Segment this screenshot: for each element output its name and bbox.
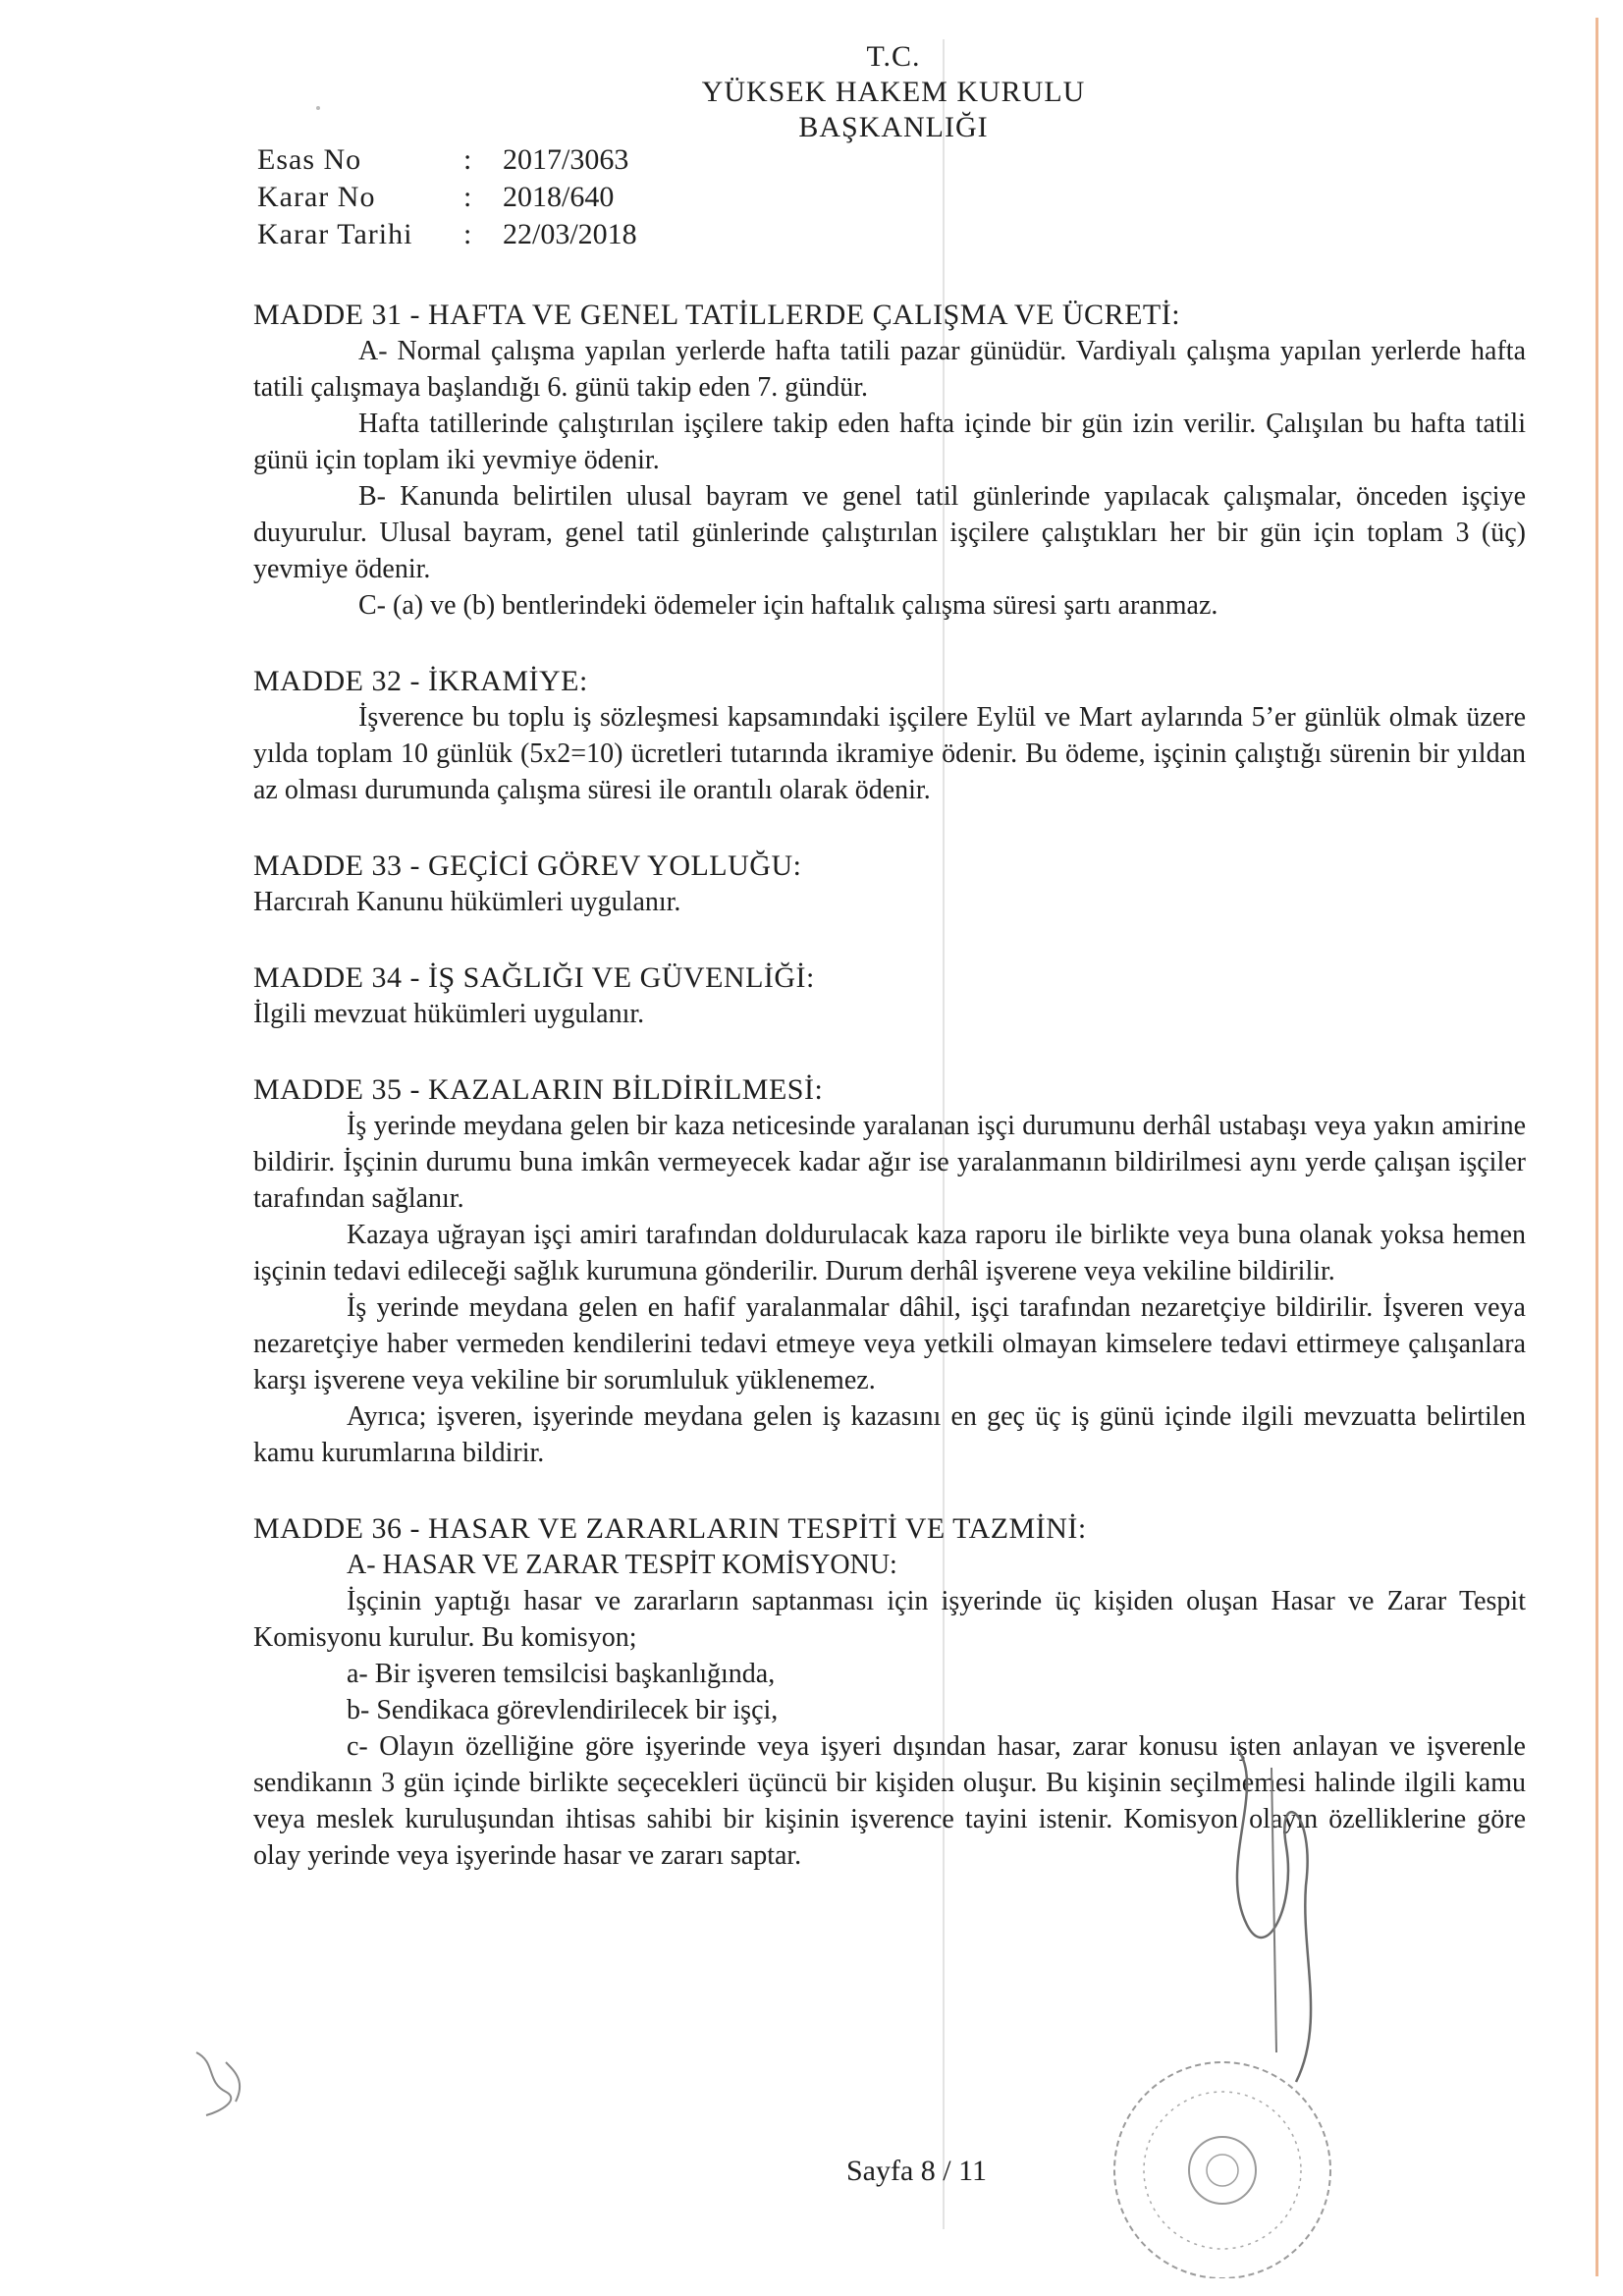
article-32-title: MADDE 32 - İKRAMİYE:	[253, 665, 588, 697]
header-department: BAŞKANLIĞI	[798, 111, 989, 143]
case-meta	[257, 143, 637, 255]
meta-colon: :	[463, 143, 472, 176]
article-32	[253, 663, 1526, 808]
article-33-paragraph: Harcırah Kanunu hükümleri uygulanır.	[253, 887, 681, 917]
scan-edge-line	[1596, 18, 1598, 2276]
karar-value: 2018/640	[503, 181, 615, 213]
document-body	[253, 297, 1526, 1874]
tarih-value: 22/03/2018	[503, 218, 637, 250]
article-35-title: MADDE 35 - KAZALARIN BİLDİRİLMESİ:	[253, 1073, 824, 1106]
article-33-title: MADDE 33 - GEÇİCİ GÖREV YOLLUĞU:	[253, 849, 802, 882]
article-33	[253, 847, 1526, 920]
article-36-subtitle: A- HASAR VE ZARAR TESPİT KOMİSYONU:	[347, 1550, 897, 1580]
meta-row-tarih	[257, 218, 637, 255]
article-35	[253, 1071, 1526, 1471]
header-institution: YÜKSEK HAKEM KURULU	[701, 76, 1086, 108]
article-31	[253, 297, 1526, 624]
institution-header	[677, 39, 1109, 145]
article-36-item-b: b- Sendikaca görevlendirilecek bir işçi,	[347, 1695, 779, 1725]
page-number: Sayfa 8 / 11	[846, 2155, 988, 2187]
meta-colon: :	[463, 218, 472, 250]
article-36-item-a: a- Bir işveren temsilcisi başkanlığında,	[347, 1659, 776, 1689]
meta-row-esas	[257, 143, 637, 181]
article-36-title: MADDE 36 - HASAR VE ZARARLARIN TESPİTİ VE TAZMİNİ:	[253, 1512, 1087, 1545]
karar-label: Karar No	[257, 181, 376, 213]
article-36-paragraph: İşçinin yaptığı hasar ve zararların saptanması için işyerinde üç kişiden oluşan Hasar ve Zarar Tespit Komisyonu kurulur. Bu komisyon;	[253, 1586, 1526, 1653]
initials-icon	[187, 2043, 255, 2121]
seal-stamp-icon	[1075, 2043, 1370, 2278]
article-31-paragraph-a: A- Normal çalışma yapılan yerlerde hafta tatili pazar günüdür. Vardiyalı çalışma yapılan yerlerde hafta tatili çalışmaya başlandığı 6. günü takip eden 7. gündür.	[253, 336, 1526, 403]
meta-row-karar	[257, 181, 637, 218]
article-31-title: MADDE 31 - HAFTA VE GENEL TATİLLERDE ÇALIŞMA VE ÜCRETİ:	[253, 299, 1181, 331]
article-35-paragraph-3: İş yerinde meydana gelen en hafif yaralanmalar dâhil, işçi tarafından nezaretçiye bildirilir. İşveren veya nezaretçiye haber vermeden kendilerini tedavi etmeye veya yetkili olmayan kimselere tedavi ettirmeye çalışanlara karşı işverene veya vekiline bir sorumluluk yüklenemez.	[253, 1292, 1526, 1395]
article-34-paragraph: İlgili mevzuat hükümleri uygulanır.	[253, 999, 645, 1029]
article-36-item-c: c- Olayın özelliğine göre işyerinde veya işyeri dışından hasar, zarar konusu işten anlayan ve işverenle sendikanın 3 gün içinde birlikte seçecekleri üçüncü bir kişiden oluşur. Bu kişinin seçilmemesi halinde ilgili kamu veya meslek kuruluşundan ihtisas sahibi bir kişinin işverence tayini istenir. Komisyon olayın özelliklerine göre olay yerinde veya işyerinde hasar ve zararı saptar.	[253, 1731, 1526, 1871]
article-35-paragraph-4: Ayrıca; işveren, işyerinde meydana gelen iş kazasını en geç üç iş günü içinde ilgili mevzuatta belirtilen kamu kurumlarına bildirir.	[253, 1401, 1526, 1468]
esas-value: 2017/3063	[503, 143, 629, 176]
article-35-paragraph-1: İş yerinde meydana gelen bir kaza neticesinde yaralanan işçi durumunu derhâl ustabaşı veya yakın amirine bildirir. İşçinin durumu buna imkân vermeyecek kadar ağır ise yaralanmanın bildirilmesi aynı yerde çalışan işçiler tarafından sağlanır.	[253, 1111, 1526, 1214]
article-32-paragraph: İşverence bu toplu iş sözleşmesi kapsamındaki işçilere Eylül ve Mart aylarında 5’er günlük olmak üzere yılda toplam 10 günlük (5x2=10) ücretleri tutarında ikramiye ödenir. Bu ödeme, işçinin çalıştığı sürenin bir yıldan az olması durumunda çalışma süresi ile orantılı olarak ödenir.	[253, 702, 1526, 805]
article-34-title: MADDE 34 - İŞ SAĞLIĞI VE GÜVENLİĞİ:	[253, 961, 815, 994]
scan-speck	[316, 106, 320, 110]
header-tc: T.C.	[866, 40, 921, 73]
article-35-paragraph-2: Kazaya uğrayan işçi amiri tarafından doldurulacak kaza raporu ile birlikte veya buna olanak yoksa hemen işçinin tedavi edileceği sağlık kurumuna gönderilir. Durum derhâl işverene veya vekiline bildirilir.	[253, 1220, 1526, 1286]
esas-label: Esas No	[257, 143, 362, 176]
article-34	[253, 959, 1526, 1032]
article-31-paragraph-2: Hafta tatillerinde çalıştırılan işçilere takip eden hafta içinde bir gün izin verilir. Çalışılan bu hafta tatili günü için toplam iki yevmiye ödenir.	[253, 409, 1526, 475]
meta-colon: :	[463, 181, 472, 213]
article-31-paragraph-b: B- Kanunda belirtilen ulusal bayram ve genel tatil günlerinde yapılacak çalışmalar, önceden işçiye duyurulur. Ulusal bayram, genel tatil günlerinde çalıştırılan işçilere çalıştıkları her bir gün için toplam 3 (üç) yevmiye ödenir.	[253, 481, 1526, 584]
tarih-label: Karar Tarihi	[257, 218, 413, 250]
article-31-paragraph-c: C- (a) ve (b) bentlerindeki ödemeler için haftalık çalışma süresi şartı aranmaz.	[358, 590, 1218, 621]
